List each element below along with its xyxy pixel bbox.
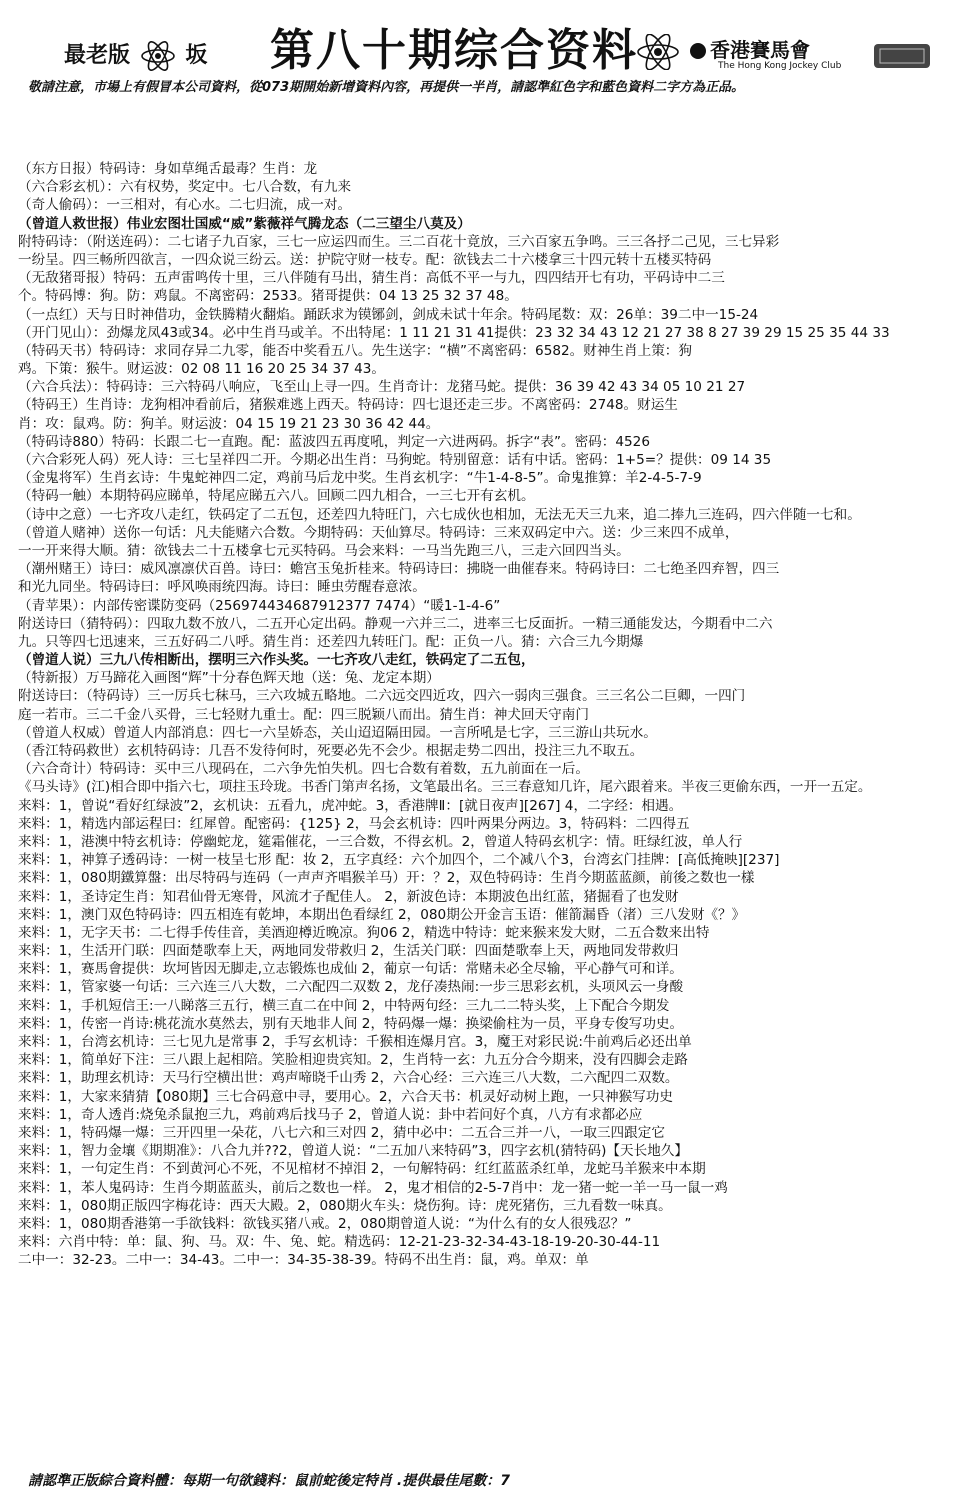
text-line: （特码诗880）特码：长跟二七一直跑。配：蓝波四五再度吼，判定一六进两码。拆字“表”。密码：4526 — [18, 433, 650, 450]
text-line: 个。特码博：狗。防：鸡鼠。不离密码：2533。猪哥提供：04 13 25 32 37 48。 — [18, 288, 518, 305]
text-line: （六合兵法）：特码诗：三六特码八响应，飞至山上寻一四。生肖奇计：龙猪马蛇。提供：36 39 42 43 34 05 10 21 27 — [18, 379, 746, 396]
text-line: 来料：1，赛馬會提供：坎坷皆因无脚走,立志锻炼也成仙 2，葡京一句话：常赌未必全尽输，平心静气可和详。 — [18, 961, 683, 978]
text-line: 来料：1，澳门双色特码诗：四五相连有乾坤，本期出色看绿红 2，080期公开金言玉语：催箭漏昏（渚）三八发财《？》 — [18, 906, 746, 923]
text-line: 鸡。下策：猴牛。财运波：02 08 11 16 20 25 34 37 43。 — [18, 361, 385, 378]
text-line: 来料：1，助理玄机诗：天马行空横出世：鸡声啼晓千山秀 2，六合心经：三六连三八大数，二六配四二双数。 — [18, 1070, 679, 1087]
text-line: 来料：1，大家来猜猜【080期】三七合码意中寻，要用心。2，六合天书：机灵好动树上跑，一只神猴写功史 — [18, 1088, 673, 1105]
seal-badge-icon — [872, 40, 932, 72]
text-line: 附送诗曰：（特码诗）三一厉兵七秣马，三六攻城五略地。二六远交四近攻，四六一弱肉三强食。三三名公二巨卿，一四门 — [18, 688, 746, 705]
text-line: （潮州赌王）诗曰：威风凛凛伏百兽。诗曰：蟾宫玉兔折桂来。特码诗曰：拂晓一曲催春来。特码诗曰：二七绝圣四弃智，四三 — [18, 561, 780, 578]
hkjc-name: 香港賽馬會 — [710, 38, 810, 62]
hkjc-emblem-icon — [690, 43, 706, 59]
text-line: 庭一若市。三二千金八买骨，三七轻财九重士。配：四三脱颖八而出。猜生肖：神犬回天守南门 — [18, 706, 589, 723]
text-line: （六合奇计）特码诗：买中三八现码在，二六争先怕失机。四七合数有着数，五九前面在一后。 — [18, 761, 589, 778]
footer-note: 請認準正版綜合資料體：每期一句欲錢料：鼠前蛇後定特肖 .提供最佳尾數：7 — [28, 1473, 510, 1489]
text-line: 来料：六肖中特：单：鼠、狗、马。双：牛、兔、蛇。精选码：12-21-23-32-34-43-18-19-20-30-44-11 — [18, 1234, 661, 1251]
text-line: （曾道人赌神）送你一句话：凡夫能赌六合数。今期特码：天仙算尽。特码诗：三来双码定中六。送：少三来四不成单， — [18, 524, 739, 541]
text-line: （曾道人权威）曾道人内部消息：四七一六呈娇态，关山迢迢隔田园。一言所吼是七字，三三游山共玩水。 — [18, 724, 657, 741]
edition-right-text: 坂 — [185, 43, 208, 68]
text-line: 和光九同坐。特码诗曰：呼风唤雨统四海。诗曰：睡虫劳醒春意浓。 — [18, 579, 426, 596]
text-line: （无敌猪哥报）特码：五声雷鸣传十里，三八伴随有马出，猜生肖：高低不平一与九，四四结开七有功，平码诗中二三 — [18, 270, 725, 287]
text-line — [18, 1288, 943, 1306]
text-line: （开门见山）：劲爆龙凤43或34。必中生肖马或羊。不出特尾：1 11 21 31 41提供：23 32 34 43 12 21 27 38 8 27 39 29 15 25 35 44 33 — [18, 324, 890, 341]
text-line: （金鬼将军）生肖玄诗：牛鬼蛇神四二定，鸡前马后龙中奖。生肖玄机字：“牛1-4-8-5”。命鬼推算：羊2-4-5-7-9 — [18, 470, 702, 487]
text-line: 来料：1，手机短信王:一八睇落三五行，横三直二在中间 2，中特两句经：三九二二特头奖，上下配合今期发 — [18, 997, 670, 1014]
text-line: （特码一触）本期特码应睇单，特尾应睇五六八。回顾二四九相合，一三七开有玄机。 — [18, 488, 535, 505]
text-line: （奇人偷码）：一三相对，有心水。二七归流，成一对。 — [18, 197, 352, 214]
text-line: （青苹果）：内部传密谍防变码（256974434687912377 7474）“暖1-1-4-6” — [18, 597, 501, 614]
text-line: （香江特码救世）玄机特码诗：几吾不发待何时，死要必先不会少。根据走势二四出，投注三九不取五。 — [18, 743, 644, 759]
text-line: 《马头诗》(江)相合即中指六七，项拄玉玲珑。书香门第声名扬，文笔最出名。三三春意知几许，尾六跟着来。半夜三更偷东西，一开一五定。 — [18, 779, 872, 796]
edition-label — [64, 38, 207, 71]
text-line: 来料：1，神算子透码诗：一树一枝呈七形 配：妆 2，五字真经：六个加四个，二个减八个3，台湾玄门挂牌：[高低掩映][237] — [18, 852, 780, 869]
text-line: 附特码诗：（附送连码）：二七诸子九百家，三七一应运四而生。三二百花十竟放，三六百家五争鸣。三三各抒二己见，三七异彩 — [18, 233, 780, 250]
text-line: 来料：1，一句定生肖：不到黄河心不死，不见棺材不掉泪 2，一句解特码：红红蓝蓝杀红单，龙蛇马羊猴来中本期 — [18, 1161, 706, 1178]
text-line: 一一开来得大顺。猜：欲钱去二十五楼拿七元买特码。马会来料：一马当先跑三八，三走六回四当头。 — [18, 542, 630, 559]
hkjc-english-name: The Hong Kong Jockey Club — [718, 61, 842, 71]
text-line: 来料：1，管家婆一句话：三六连三八大数，二六配四二双数 2，龙仔凑热闹:一步三思彩玄机，头项风云一身酸 — [18, 979, 684, 996]
edition-left-text: 最老版 — [64, 43, 131, 68]
text-line: 来料：1，特码爆一爆：三开四里一朵花，八七六和三对四 2，猜中必中：二五合三并一八，一取三四跟定它 — [18, 1124, 665, 1141]
text-line: 来料：1，080期鐵算盤：出尽特码与连码（一声声齐唱猴羊马）开：？2，双色特码诗：生肖今期蓝蓝颜，前後之数也一樣 — [18, 870, 755, 887]
text-line: 来料：1，苯人鬼码诗：生肖今期蓝蓝头，前后之数也一样。 2，鬼才相信的2-5-7肖中：龙一猪一蛇一羊一马一鼠一鸡 — [18, 1179, 728, 1196]
text-line: 来料：1，台湾玄机诗：三七见九是常事 2，手写玄机诗：千猴相连爆月宫。3，魔王对彩民说:牛前鸡后必还出单 — [18, 1034, 692, 1050]
text-line: （特新报）万马蹄花入画图“辉”十分春色辉天地（送：兔、龙定本期） — [18, 670, 440, 687]
notice-banner: 敬請注意，市場上有假冒本公司資料，從073期開始新增資料內容，再提供一半肖，請認準紅色字和藍色資料二字方為正品。 — [28, 80, 745, 95]
text-line: （曾道人说）三九八传相断出，摆明三六作头奖。一七齐攻八走红，铁码定了二五包， — [18, 652, 535, 669]
text-line: 来料：1，080期正版四字梅花诗：西天大殿。2，080期火车头：烧伤狗。诗：虎死猪伤，三九看数一味真。 — [18, 1197, 672, 1214]
text-line: 一纷呈。四三畅所四欲言，一四众说三纷云。送：护院守财一枝专。配：欲钱去二十六楼拿三十四元转十五楼买特码 — [18, 251, 712, 268]
page-title: 第八十期综合资料 — [270, 25, 638, 76]
atom-stamp-icon — [636, 34, 680, 70]
text-line: 来料：1，传密一肖诗:桃花流水莫然去，别有天地非人间 2，特码爆一爆：换梁偷柱为一员，平身专俊写功史。 — [18, 1015, 684, 1032]
atom-logo-icon — [140, 41, 176, 71]
text-line: （特码王）生肖诗：龙狗相冲看前后，猪猴难逃上西天。特码诗：四七退还走三步。不离密码：2748。财运生 — [18, 397, 678, 414]
text-line: （曾道人救世报）伟业宏图壮国威“威”紫薇祥气腾龙态（二三望尘八莫及） — [18, 215, 471, 232]
content-body — [18, 160, 943, 1306]
text-line: 来料：1，精选内部运程曰：红犀曾。配密码：{125} 2，马会玄机诗：四叶两果分两边。3，特码料：二四得五 — [18, 815, 690, 832]
hkjc-logo — [690, 34, 841, 71]
text-line: 附送诗曰（猜特码）：四取九数不放八，二五开心定出码。静观一六并三二，进率三七反面折。一精三通能发达，今期看中二六 — [18, 615, 773, 632]
text-line: （六合彩死人码）死人诗：三七呈祥四二开。今期必出生肖：马狗蛇。特别留意：话有中话。密码：1+5=？提供：09 14 35 — [18, 452, 772, 468]
text-line: 来料：1，智力金壤《期期准》：八合九并??2，曾道人说：“二五加八来特码”3，四字玄机(猜特码)【天长地久】 — [18, 1143, 688, 1160]
text-line: （诗中之意）一七齐攻八走红，铁码定了二五包，还差四九特旺门，六七成伙也相加，无法无天三九来，追二捧九三连码，四六伴随一七和。 — [18, 506, 861, 523]
text-line: （特码天书）特码诗：求同存异二九零，能否中奖看五八。先生送字：“横”不离密码：6582。财神生肖上策：狗 — [18, 342, 692, 359]
text-line: （一点红）天与日时神借功，金铁腾精火翻焰。踊跃求为镆铘剑，剑成未试十年余。特码尾数：双：26单：39二中一15-24 — [18, 306, 759, 323]
text-line: 来料：1，奇人透肖:烧兔杀鼠抱三九，鸡前鸡后找马子 2，曾道人说：卦中若问好个真，八方有求都必应 — [18, 1106, 643, 1123]
text-line — [18, 1269, 943, 1287]
masthead — [0, 0, 960, 108]
text-line: 九。只等四七迅速来，三五好码二八呼。猜生肖：还差四九转旺门。配：正负一八。猜：六合三九今期爆 — [18, 633, 644, 650]
text-line: （东方日报）特码诗：身如草绳舌最毒？生肖：龙 — [18, 161, 318, 177]
text-line: 肖：攻：鼠鸡。防：狗羊。财运波：04 15 19 21 23 30 36 42 44。 — [18, 415, 440, 432]
text-line: 二中一：32-23。二中一：34-43。二中一：34-35-38-39。特码不出生肖：鼠，鸡。单双：单 — [18, 1252, 589, 1269]
text-line: 来料：1，无字天书：二七得手传佳音，美酒迎樽近晚凉。狗06 2，精选中特诗：蛇来猴来发大财，二五合数来出特 — [18, 924, 710, 941]
text-line: 来料：1，曾说“看好红绿波”2，玄机诀：五看九，虎冲蛇。3，香港牌Ⅱ：[就日夜声][267] 4，二字经：相遇。 — [18, 797, 683, 814]
text-line: 来料：1，圣诗定生肖：知君仙骨无寒骨，风流才子配佳人。 2，新波色诗：本期波色出红蓝，猪掘看了也发财 — [18, 888, 679, 905]
text-line: 来料：1，简单好下注：三八跟上起相陪。笑脸相迎贵宾知。2，生肖特一玄：九五分合今期来，没有四脚会走路 — [18, 1052, 688, 1069]
text-line: 来料：1，港澳中特玄机诗：停幽蛇龙，筵霜催花，一三合数，不得玄机。2，曾道人特码玄机字：情。旺绿红波，单人行 — [18, 833, 743, 850]
text-line: 来料：1，080期香港第一手欲钱料：欲钱买猪八戒。2，080期曾道人说：“为什么有的女人很残忍？” — [18, 1215, 632, 1232]
text-line: （六合彩玄机）：六有权势，奖定中。七八合数，有九来 — [18, 179, 352, 196]
text-line: 来料：1，生活开门联：四面楚歌奉上天，两地同发带救归 2，生活关门联：四面楚歌奉上天，两地同发带救归 — [18, 943, 679, 960]
